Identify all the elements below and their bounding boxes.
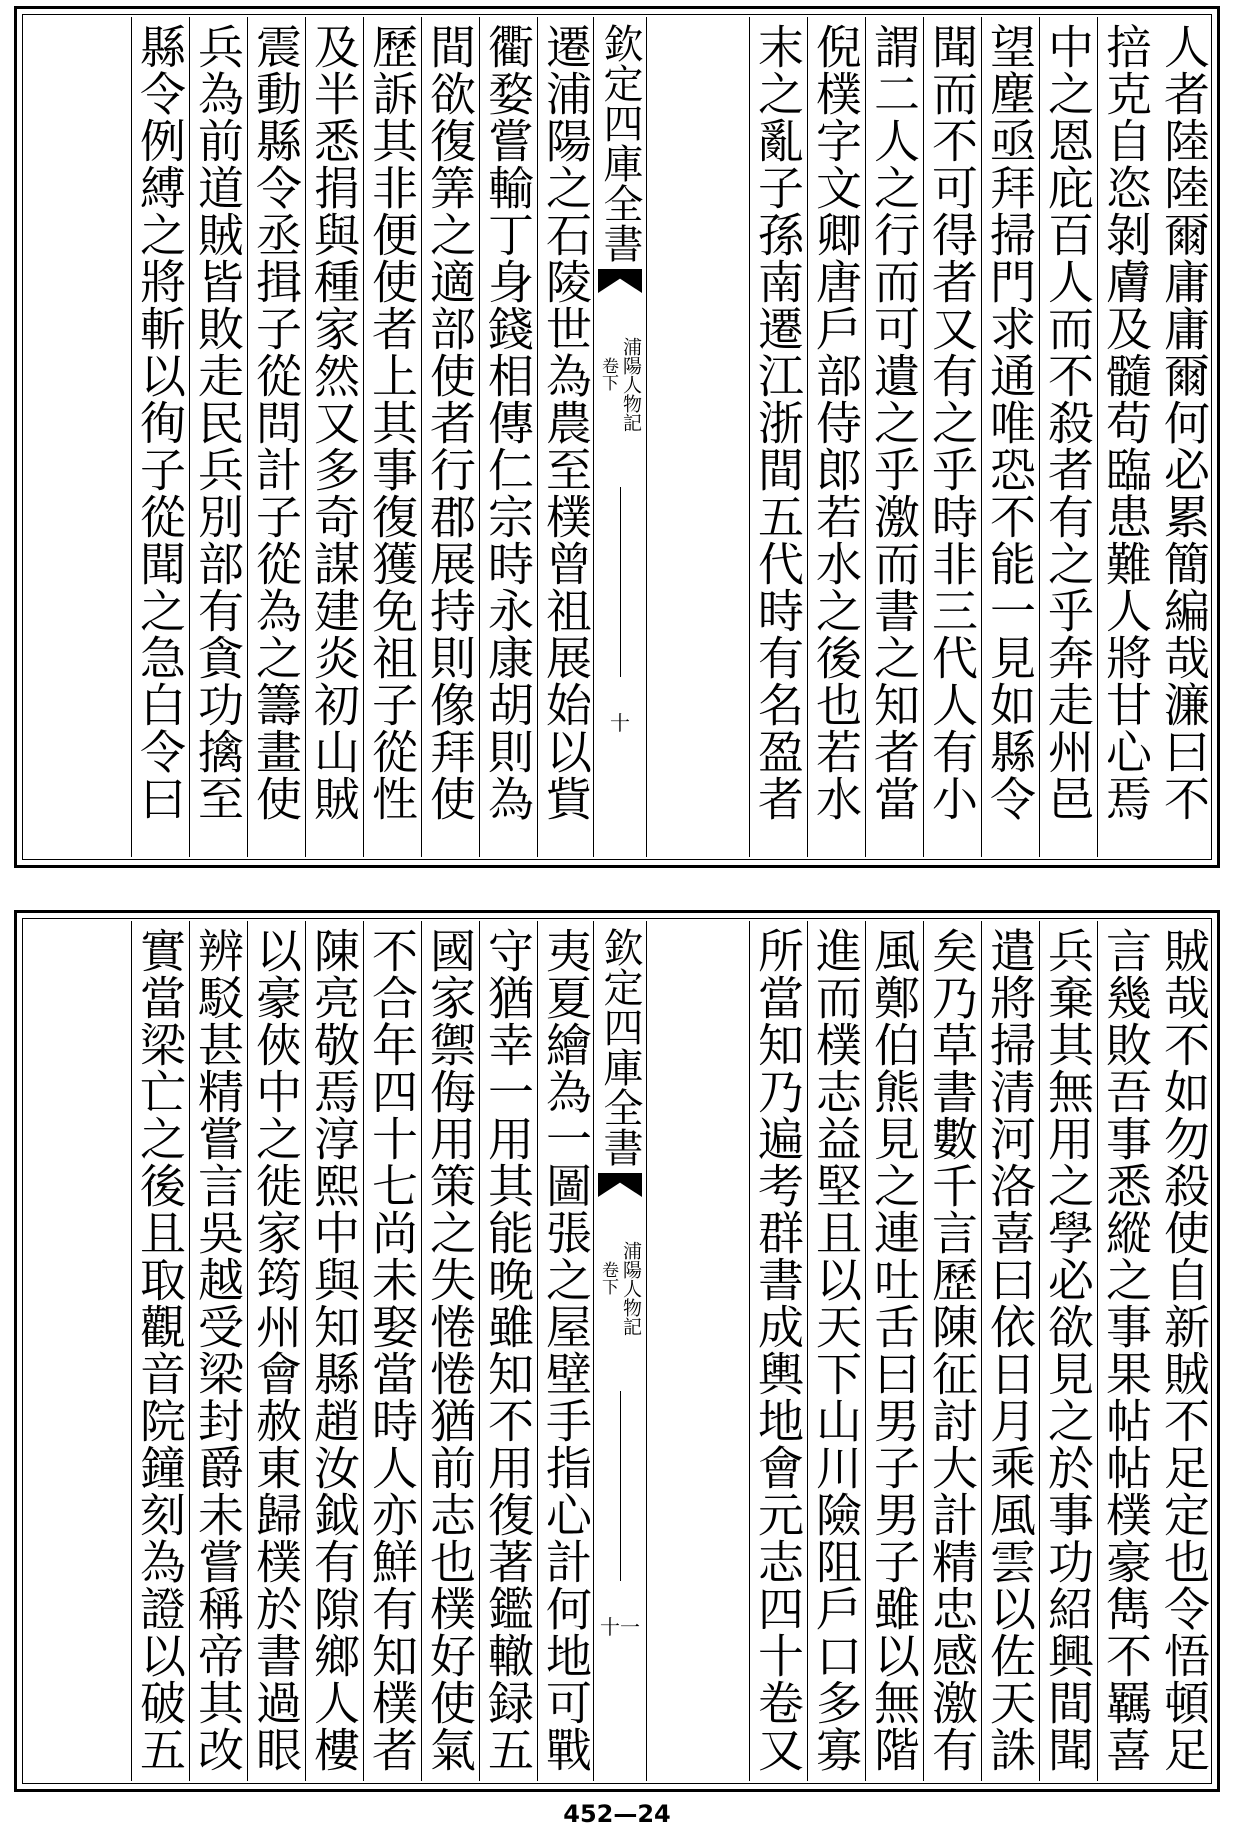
text-column: 掊克自恣剝膚及髓苟臨患難人將甘心焉 xyxy=(1097,17,1155,857)
text-column: 縣令例縛之將斬以徇子從聞之急白令曰 xyxy=(131,17,189,857)
page-number: 十 xyxy=(610,711,630,735)
text-column: 進而樸志益堅且以天下山川險阻戶口多寡 xyxy=(807,921,865,1781)
book-title: 浦陽人物記 xyxy=(620,1241,642,1336)
strip-title: 欽定四庫全書 xyxy=(597,927,643,1167)
text-column: 實當梁亡之後且取觀音院鐘刻為證以破五 xyxy=(131,921,189,1781)
page-number: 十一 xyxy=(600,1615,640,1639)
text-column: 兵棄其無用之學必欲見之於事功紹興間聞 xyxy=(1039,921,1097,1781)
text-column: 所當知乃遍考群書成輿地會元志四十卷又 xyxy=(749,921,807,1781)
text-column: 歷訴其非便使者上其事復獲免祖子從性 xyxy=(363,17,421,857)
strip-title: 欽定四庫全書 xyxy=(597,23,643,263)
text-column: 陳亮敬焉淳熙中與知縣趙汝鉞有隙鄉人樓 xyxy=(305,921,363,1781)
text-column: 謂二人之行而可遺之乎激而書之知者當 xyxy=(865,17,923,857)
text-column: 國家禦侮用策之失惓惓猶前志也樸好使氣 xyxy=(421,921,479,1781)
text-column: 中之恩庇百人而不殺者有之乎奔走州邑 xyxy=(1039,17,1097,857)
center-strip xyxy=(593,921,647,1781)
text-column: 言幾敗吾事悉縱之事果帖帖樸豪雋不羈喜 xyxy=(1097,921,1155,1781)
center-strip xyxy=(593,17,647,857)
text-column: 末之亂子孫南遷江浙間五代時有名盈者 xyxy=(749,17,807,857)
text-column: 衢婺嘗輸丁身錢相傳仁宗時永康胡則為 xyxy=(479,17,537,857)
top-page xyxy=(14,6,1220,868)
text-column: 辨駁甚精嘗言吳越受梁封爵未嘗稱帝其改 xyxy=(189,921,247,1781)
text-column: 間欲復筭之適部使者行郡展持則像拜使 xyxy=(421,17,479,857)
text-column: 倪樸字文卿唐戶部侍郎若水之後也若水 xyxy=(807,17,865,857)
text-column: 及半悉捐與種家然又多奇謀建炎初山賊 xyxy=(305,17,363,857)
text-column: 震動縣令丞揖子從問計子從為之籌畫使 xyxy=(247,17,305,857)
text-column: 矣乃草書數千言歷陳征討大計精忠感激有 xyxy=(923,921,981,1781)
text-column: 以豪俠中之徙家筠州會赦東歸樸於書過眼 xyxy=(247,921,305,1781)
text-column: 風鄭伯熊見之連吐舌曰男子男子雖以無階 xyxy=(865,921,923,1781)
text-column: 不合年四十七尚未娶當時人亦鮮有知樸者 xyxy=(363,921,421,1781)
fish-tail-mark xyxy=(598,1173,642,1197)
text-column: 聞而不可得者又有之乎時非三代人有小 xyxy=(923,17,981,857)
book-title: 浦陽人物記 xyxy=(620,337,642,432)
text-column: 遣將掃清河洛喜曰依日月乘風雲以佐天誅 xyxy=(981,921,1039,1781)
text-column: 人者陸陸爾庸庸爾何必累簡編哉濂曰不 xyxy=(1157,23,1211,822)
text-column: 遷浦陽之石陵世為農至樸曾祖展始以貲 xyxy=(537,17,595,857)
fish-tail-mark xyxy=(598,269,642,293)
text-column: 夷夏繪為一圖張之屋壁手指心計何地可戰 xyxy=(537,921,595,1781)
volume-label: 卷下 xyxy=(598,1261,618,1295)
bottom-page xyxy=(14,910,1220,1792)
strip-rule xyxy=(620,487,621,677)
volume-label: 卷下 xyxy=(598,357,618,391)
text-column: 兵為前道賊皆敗走民兵別部有貪功擒至 xyxy=(189,17,247,857)
text-column: 守猶幸一用其能晚雖知不用復著鑑轍録五 xyxy=(479,921,537,1781)
footer-page-label: 452—24 xyxy=(563,1800,671,1828)
text-column: 賊哉不如勿殺使自新賊不足定也令悟頓足 xyxy=(1157,927,1211,1773)
strip-rule xyxy=(620,1391,621,1581)
text-column: 望塵亟拜掃門求通唯恐不能一見如縣令 xyxy=(981,17,1039,857)
